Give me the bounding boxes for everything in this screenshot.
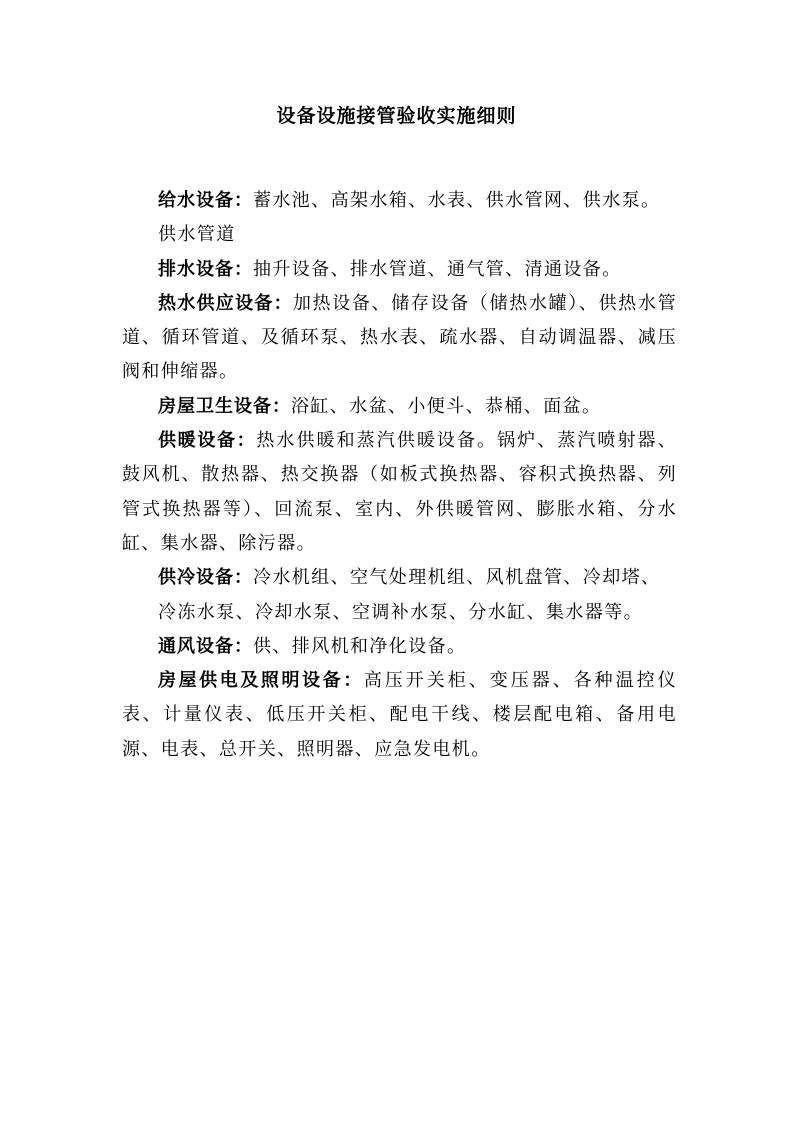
paragraph-text: 蓄水池、高架水箱、水表、供水管网、供水泵。 <box>253 190 661 211</box>
paragraph-text: 抽升设备、排水管道、通气管、清通设备。 <box>253 258 622 280</box>
paragraph-text: 浴缸、水盆、小便斗、恭桶、面盆。 <box>291 395 602 417</box>
paragraph-text: 热水供暖和蒸汽供暖设备。锅炉、蒸汽喷射器、鼓风机、散热器、热交换器（如板式换热器、容积式换热器、列管式换热器等）、回流泵、室内、外供暖管网、膨胀水箱、分水缸、集水器、除污器。 <box>122 430 678 554</box>
paragraph-text: 冷冻水泵、冷却水泵、空调补水泵、分水缸、集水器等。 <box>158 601 643 623</box>
paragraph-label: 房屋供电及照明设备： <box>158 670 364 692</box>
paragraph-cooling-continued <box>122 596 677 630</box>
paragraph-label: 给水设备： <box>158 190 253 211</box>
document-title: 设备设施接管验收实施细则 <box>276 105 517 127</box>
paragraph-label: 热水供应设备： <box>158 292 293 314</box>
document-body <box>122 184 677 767</box>
paragraph-water-supply <box>122 184 677 218</box>
paragraph-ventilation <box>122 630 677 664</box>
paragraph-hot-water <box>122 287 677 390</box>
paragraph-text: 冷水机组、空气处理机组、风机盘管、冷却塔、 <box>253 567 661 589</box>
paragraph-text: 加热设备、储存设备（储热水罐）、供热水管道、循环管道、及循环泵、热水表、疏水器、自动调温器、减压阀和伸缩器。 <box>122 292 678 383</box>
paragraph-label: 房屋卫生设备： <box>158 395 291 417</box>
paragraph-label: 通风设备： <box>158 635 253 657</box>
paragraph-sanitary <box>122 390 677 424</box>
paragraph-label: 供冷设备： <box>158 567 253 589</box>
paragraph-label: 排水设备： <box>158 258 253 280</box>
paragraph-text: 高压开关柜、变压器、各种温控仪表、计量仪表、低压开关柜、配电干线、楼层配电箱、备用电源、电表、总开关、照明器、应急发电机。 <box>122 670 678 760</box>
paragraph-label: 供暖设备： <box>158 430 257 452</box>
paragraph-drainage <box>122 253 677 287</box>
paragraph-power-lighting <box>122 664 677 767</box>
paragraph-text: 供水管道 <box>158 224 236 246</box>
paragraph-water-pipe <box>122 218 677 252</box>
paragraph-text: 供、排风机和净化设备。 <box>253 635 467 657</box>
paragraph-cooling <box>122 561 677 595</box>
paragraph-heating <box>122 424 677 561</box>
